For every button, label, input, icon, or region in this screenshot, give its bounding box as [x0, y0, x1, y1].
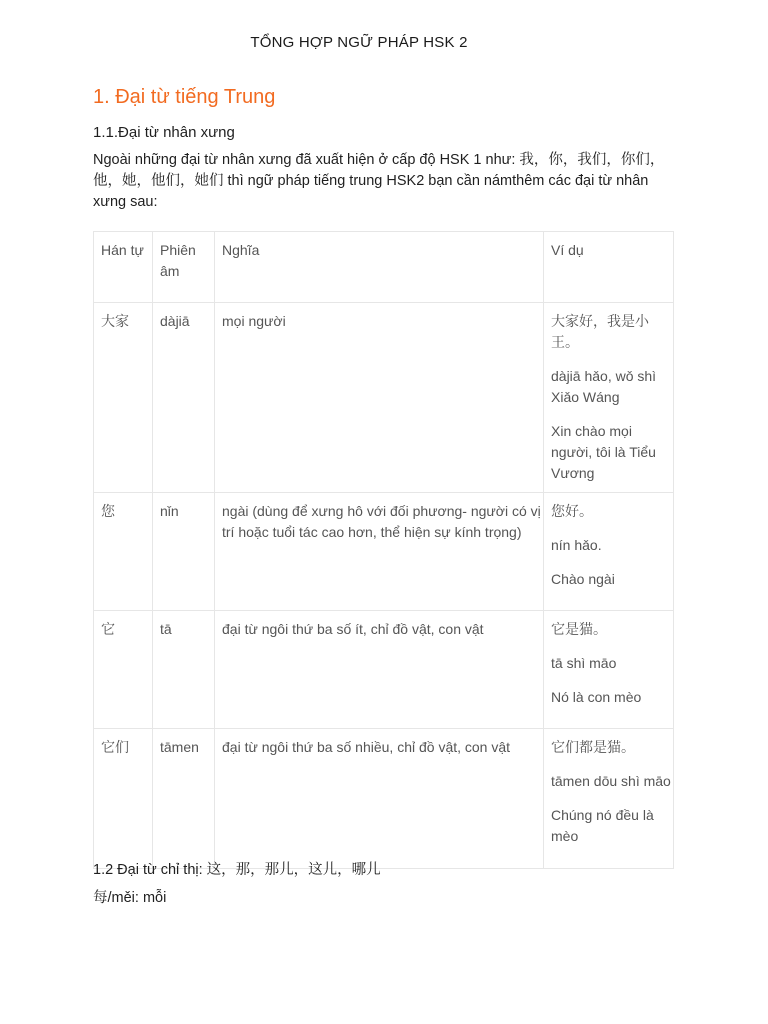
example-pinyin: tā shì māo	[551, 655, 617, 671]
pronoun-table	[93, 231, 674, 869]
example-pinyin: dàjiā hǎo, wǒ shì Xiǎo Wáng	[551, 368, 657, 405]
document-title: TỔNG HỢP NGỮ PHÁP HSK 2	[250, 34, 468, 51]
mei-line: 每/měi: mỗi	[93, 890, 167, 906]
example-translation: Xin chào mọi người, tôi là Tiểu Vương	[551, 423, 656, 481]
cell-pinyin: nǐn	[153, 493, 215, 611]
table-row	[94, 303, 674, 493]
cell-pinyin: tāmen	[153, 729, 215, 869]
cell-examples	[544, 729, 674, 869]
intro-paragraph: Ngoài những đại từ nhân xưng đã xuất hiện ở cấp độ HSK 1 như: 我，你，我们，你们，他，她，他们，她们 thì ngữ pháp tiếng trung HSK2 bạn cần námthêm các đại từ nhân xưng sau:	[93, 152, 665, 210]
header-hanzi: Hán tự	[94, 232, 153, 303]
table-row	[94, 729, 674, 869]
example-translation: Chào ngài	[551, 571, 615, 587]
cell-meaning: ngài (dùng để xưng hô với đối phương- người có vị trí hoặc tuổi tác cao hơn, thể hiện sự kính trọng)	[215, 493, 544, 611]
example-chinese: 大家好，我是小王。	[551, 313, 649, 350]
cell-examples	[544, 303, 674, 493]
cell-hanzi: 它们	[94, 729, 153, 869]
cell-pinyin: dàjiā	[153, 303, 215, 493]
header-example: Ví dụ	[544, 232, 674, 303]
example-translation: Chúng nó đều là mèo	[551, 807, 654, 844]
cell-meaning: đại từ ngôi thứ ba số nhiều, chỉ đồ vật, con vật	[215, 729, 544, 869]
cell-hanzi: 它	[94, 611, 153, 729]
example-pinyin: tāmen dōu shì māo	[551, 773, 671, 789]
cell-meaning: đại từ ngôi thứ ba số ít, chỉ đồ vật, con vật	[215, 611, 544, 729]
subsection-heading: 1.1.Đại từ nhân xưng	[93, 124, 235, 141]
cell-meaning: mọi người	[215, 303, 544, 493]
table-header-row	[94, 232, 674, 303]
cell-hanzi: 大家	[94, 303, 153, 493]
example-chinese: 它是猫。	[551, 621, 607, 637]
example-translation: Nó là con mèo	[551, 689, 642, 705]
table-row	[94, 611, 674, 729]
cell-examples	[544, 493, 674, 611]
header-pinyin: Phiên âm	[153, 232, 215, 303]
example-pinyin: nín hǎo.	[551, 537, 602, 553]
table-row	[94, 493, 674, 611]
demonstratives-heading: 1.2 Đại từ chỉ thị: 这，那，那儿，这儿，哪儿	[93, 862, 381, 878]
cell-pinyin: tā	[153, 611, 215, 729]
header-meaning: Nghĩa	[215, 232, 544, 303]
section-heading: 1. Đại từ tiếng Trung	[93, 86, 276, 108]
example-chinese: 您好。	[551, 503, 593, 519]
example-chinese: 它们都是猫。	[551, 739, 635, 755]
cell-hanzi: 您	[94, 493, 153, 611]
cell-examples	[544, 611, 674, 729]
